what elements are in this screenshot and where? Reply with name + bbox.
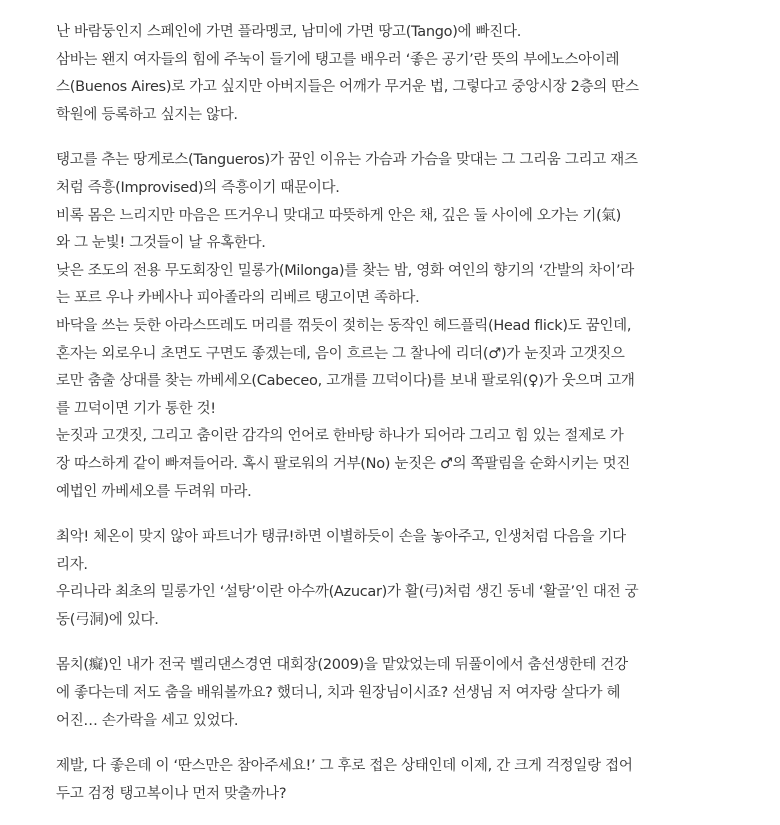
text-line: 최악! 체온이 맞지 않아 파트너가 탱큐!하면 이별하듯이 손을 놓아주고, 인생처럼 다음을 기다 [56, 529, 626, 546]
text-line: 예법인 까베세오를 두려워 마라. [56, 483, 252, 500]
text-line: 혼자는 외로우니 초면도 구면도 좋겠는데, 음이 흐르는 그 찰나에 리더(♂)가 눈짓과 고갯짓으 [56, 345, 625, 362]
paragraph [56, 19, 726, 129]
text-line: 어진… 손가락을 세고 있었다. [56, 712, 239, 729]
text-line: 를 끄덕이면 기가 통한 것! [56, 400, 216, 417]
text-line: 삼바는 왠지 여자들의 힘에 주눅이 들기에 탱고를 배우러 ‘좋은 공기’란 뜻의 부에노스아이레 [56, 51, 620, 68]
text-line: 장 따스하게 같이 빠져들어라. 혹시 팔로워의 거부(No) 눈짓은 ♂의 쪽팔림을 순화시키는 멋진 [56, 455, 630, 472]
text-line: 눈짓과 고갯짓, 그리고 춤이란 감각의 언어로 한바탕 하나가 되어라 그리고 힘 있는 절제로 가 [56, 428, 624, 445]
text-line: 와 그 눈빛! 그것들이 날 유혹한다. [56, 235, 266, 252]
paragraph [56, 524, 726, 634]
text-line: 학원에 등록하고 싶지는 않다. [56, 106, 238, 123]
paragraph [56, 753, 726, 808]
text-line: 스(Buenos Aires)로 가고 싶지만 아버지들은 어깨가 무거운 법, 그렇다고 중앙시장 2층의 딴스 [56, 79, 639, 96]
text-line: 두고 검정 탱고복이나 먼저 맞출까나? [56, 785, 287, 802]
text-line: 제발, 다 좋은데 이 ‘딴스만은 참아주세요!’ 그 후로 접은 상태인데 이제, 간 크게 걱정일랑 접어 [56, 758, 633, 775]
text-line: 로만 춤출 상대를 찾는 까베세오(Cabeceo, 고개를 끄덕이다)를 보내 팔로워(♀)가 웃으며 고개 [56, 373, 635, 390]
text-line: 처럼 즉흥(Improvised)의 즉흥이기 때문이다. [56, 179, 340, 196]
paragraph [56, 652, 726, 735]
paragraph [56, 147, 726, 506]
text-line: 난 바람둥인지 스페인에 가면 플라멩코, 남미에 가면 땅고(Tango)에 빠진다. [56, 24, 522, 40]
text-line: 몸치(癡)인 내가 전국 벨리댄스경연 대회장(2009)을 맡았었는데 뒤풀이에서 춤선생한테 건강 [56, 657, 628, 674]
text-line: 동(弓洞)에 있다. [56, 611, 159, 628]
text-line: 탱고를 추는 땅게로스(Tangueros)가 꿈인 이유는 가슴과 가슴을 맞대는 그 그리움 그리고 재즈 [56, 152, 638, 169]
text-line: 비록 몸은 느리지만 마음은 뜨거우니 맞대고 따뜻하게 안은 채, 깊은 둘 사이에 오가는 기(氣) [56, 207, 621, 224]
text-line: 에 좋다는데 저도 춤을 배워볼까요? 했더니, 치과 원장님이시죠? 선생님 저 여자랑 살다가 헤 [56, 685, 621, 702]
text-line: 리자. [56, 556, 88, 573]
text-line: 우리나라 최초의 밀롱가인 ‘설탕’이란 아수까(Azucar)가 활(弓)처럼 생긴 동네 ‘활골’인 대전 궁 [56, 584, 639, 601]
text-line: 는 포르 우나 카베사나 피아졸라의 리베르 탱고이면 족하다. [56, 290, 420, 307]
text-line: 바닥을 쓰는 듯한 아라스뜨레도 머리를 꺾듯이 젖히는 동작인 헤드플릭(Head flick)도 꿈인데, [56, 317, 632, 334]
text-line: 낮은 조도의 전용 무도회장인 밀롱가(Milonga)를 찾는 밤, 영화 여인의 향기의 ‘간발의 차이’라 [56, 262, 634, 279]
